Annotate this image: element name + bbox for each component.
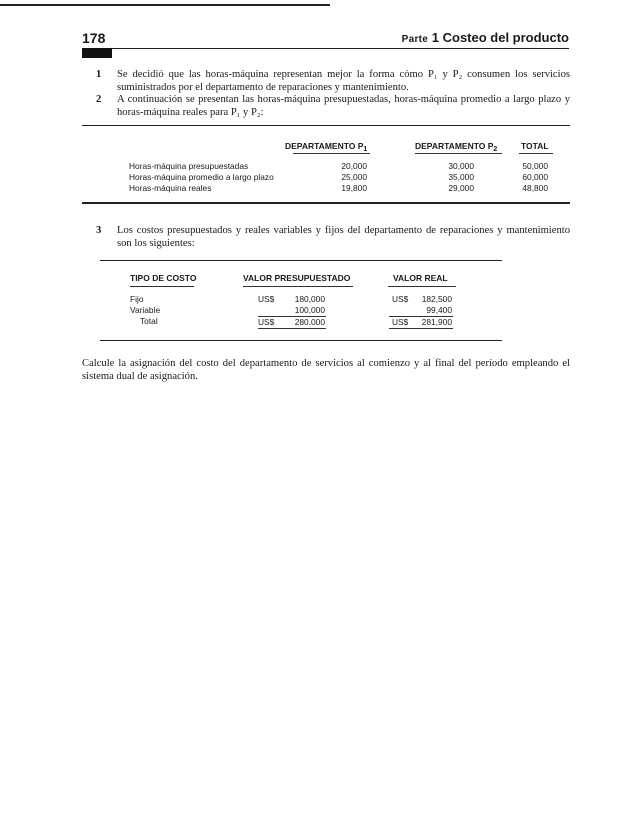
part-title: Costeo del producto xyxy=(442,30,569,45)
list-item xyxy=(96,225,570,250)
hours-header-dept2: DEPARTAMENTO $P_2$ xyxy=(415,141,498,153)
item-number: 3 xyxy=(96,225,102,236)
currency-symbol: US$ xyxy=(258,294,275,304)
total-rule xyxy=(389,328,453,329)
hours-col-p1 xyxy=(300,161,367,194)
currency-symbol: US$ xyxy=(392,317,409,327)
item-text: A continuación se presentan las horas-máquina presupuestadas, horas-máquina promedio a largo plazo y horas-máquina reales para P₁ y P₂: xyxy=(117,94,570,118)
hours-header-dept1: DEPARTAMENTO $P_1$ xyxy=(285,141,368,153)
hours-header-underline xyxy=(519,153,553,154)
total-rule xyxy=(258,328,326,329)
part-label: Parte xyxy=(401,34,429,45)
item-text: Se decidió que las horas-máquina representan mejor la forma cómo P₁ y P₂ consumen los servicios suministrados por el departamento de reparaciones y mantenimiento. xyxy=(117,69,570,93)
running-head xyxy=(402,30,569,45)
list-item xyxy=(96,69,570,94)
table-cell: 19,800 xyxy=(341,183,367,193)
part-number: 1 xyxy=(431,30,439,45)
hours-row-labels xyxy=(129,161,274,194)
table-row-label: Horas-máquina reales xyxy=(129,183,212,193)
item-number: 2 xyxy=(96,94,102,105)
closing-paragraph: Calcule la asignación del costo del departamento de servicios al comienzo y al final del período empleando el sistema dual de asignación. xyxy=(82,358,570,382)
hours-col-p2 xyxy=(410,161,474,194)
currency-symbol: US$ xyxy=(392,294,409,304)
item-text: Los costos presupuestados y reales variables y fijos del departamento de reparaciones y mantenimiento son los siguientes: xyxy=(117,225,570,249)
cost-table-top-rule xyxy=(100,260,502,261)
cost-header-budget: VALOR PRESUPUESTADO xyxy=(243,273,351,283)
cost-header-real: VALOR REAL xyxy=(393,273,448,283)
table-cell: 50,000 xyxy=(522,161,548,171)
top-edge-rule xyxy=(0,4,330,6)
currency-symbol: US$ xyxy=(258,317,275,327)
list-item xyxy=(96,94,570,119)
hours-header-underline xyxy=(415,153,502,154)
header-block xyxy=(82,48,112,58)
table-cell: 99,400 xyxy=(426,305,452,315)
item-number: 1 xyxy=(96,69,102,80)
cost-row-label: Variable xyxy=(130,305,161,315)
table-cell: 30,000 xyxy=(448,161,474,171)
cost-header-underline xyxy=(130,286,194,287)
hours-header-total: TOTAL xyxy=(521,141,549,151)
table-cell: 180,000 xyxy=(294,294,325,304)
table-row-label: Horas-máquina presupuestadas xyxy=(129,161,249,171)
hours-table-bottom-rule xyxy=(82,202,570,204)
table-cell: 280,000 xyxy=(294,317,325,327)
cost-table-bottom-rule xyxy=(100,340,502,341)
table-cell: 48,800 xyxy=(522,183,548,193)
table-cell: 100,000 xyxy=(294,305,325,315)
table-row-label: Horas-máquina promedio a largo plazo xyxy=(129,172,274,182)
hours-header-underline xyxy=(293,153,370,154)
header-rule xyxy=(82,48,569,49)
cost-row-label: Fijo xyxy=(130,294,144,304)
table-cell: 281,900 xyxy=(421,317,452,327)
table-cell: 35,000 xyxy=(448,172,474,182)
hours-table-top-rule xyxy=(82,125,570,126)
table-cell: 182,500 xyxy=(421,294,452,304)
hours-col-total xyxy=(500,161,548,194)
page-number: 178 xyxy=(82,30,106,46)
table-cell: 60,000 xyxy=(522,172,548,182)
cost-total-label: Total xyxy=(140,316,158,326)
table-cell: 29,000 xyxy=(448,183,474,193)
table-cell: 20,000 xyxy=(341,161,367,171)
table-cell: 25,000 xyxy=(341,172,367,182)
cost-header-underline xyxy=(243,286,353,287)
cost-header-underline xyxy=(388,286,456,287)
cost-header-type: TIPO DE COSTO xyxy=(130,273,197,283)
